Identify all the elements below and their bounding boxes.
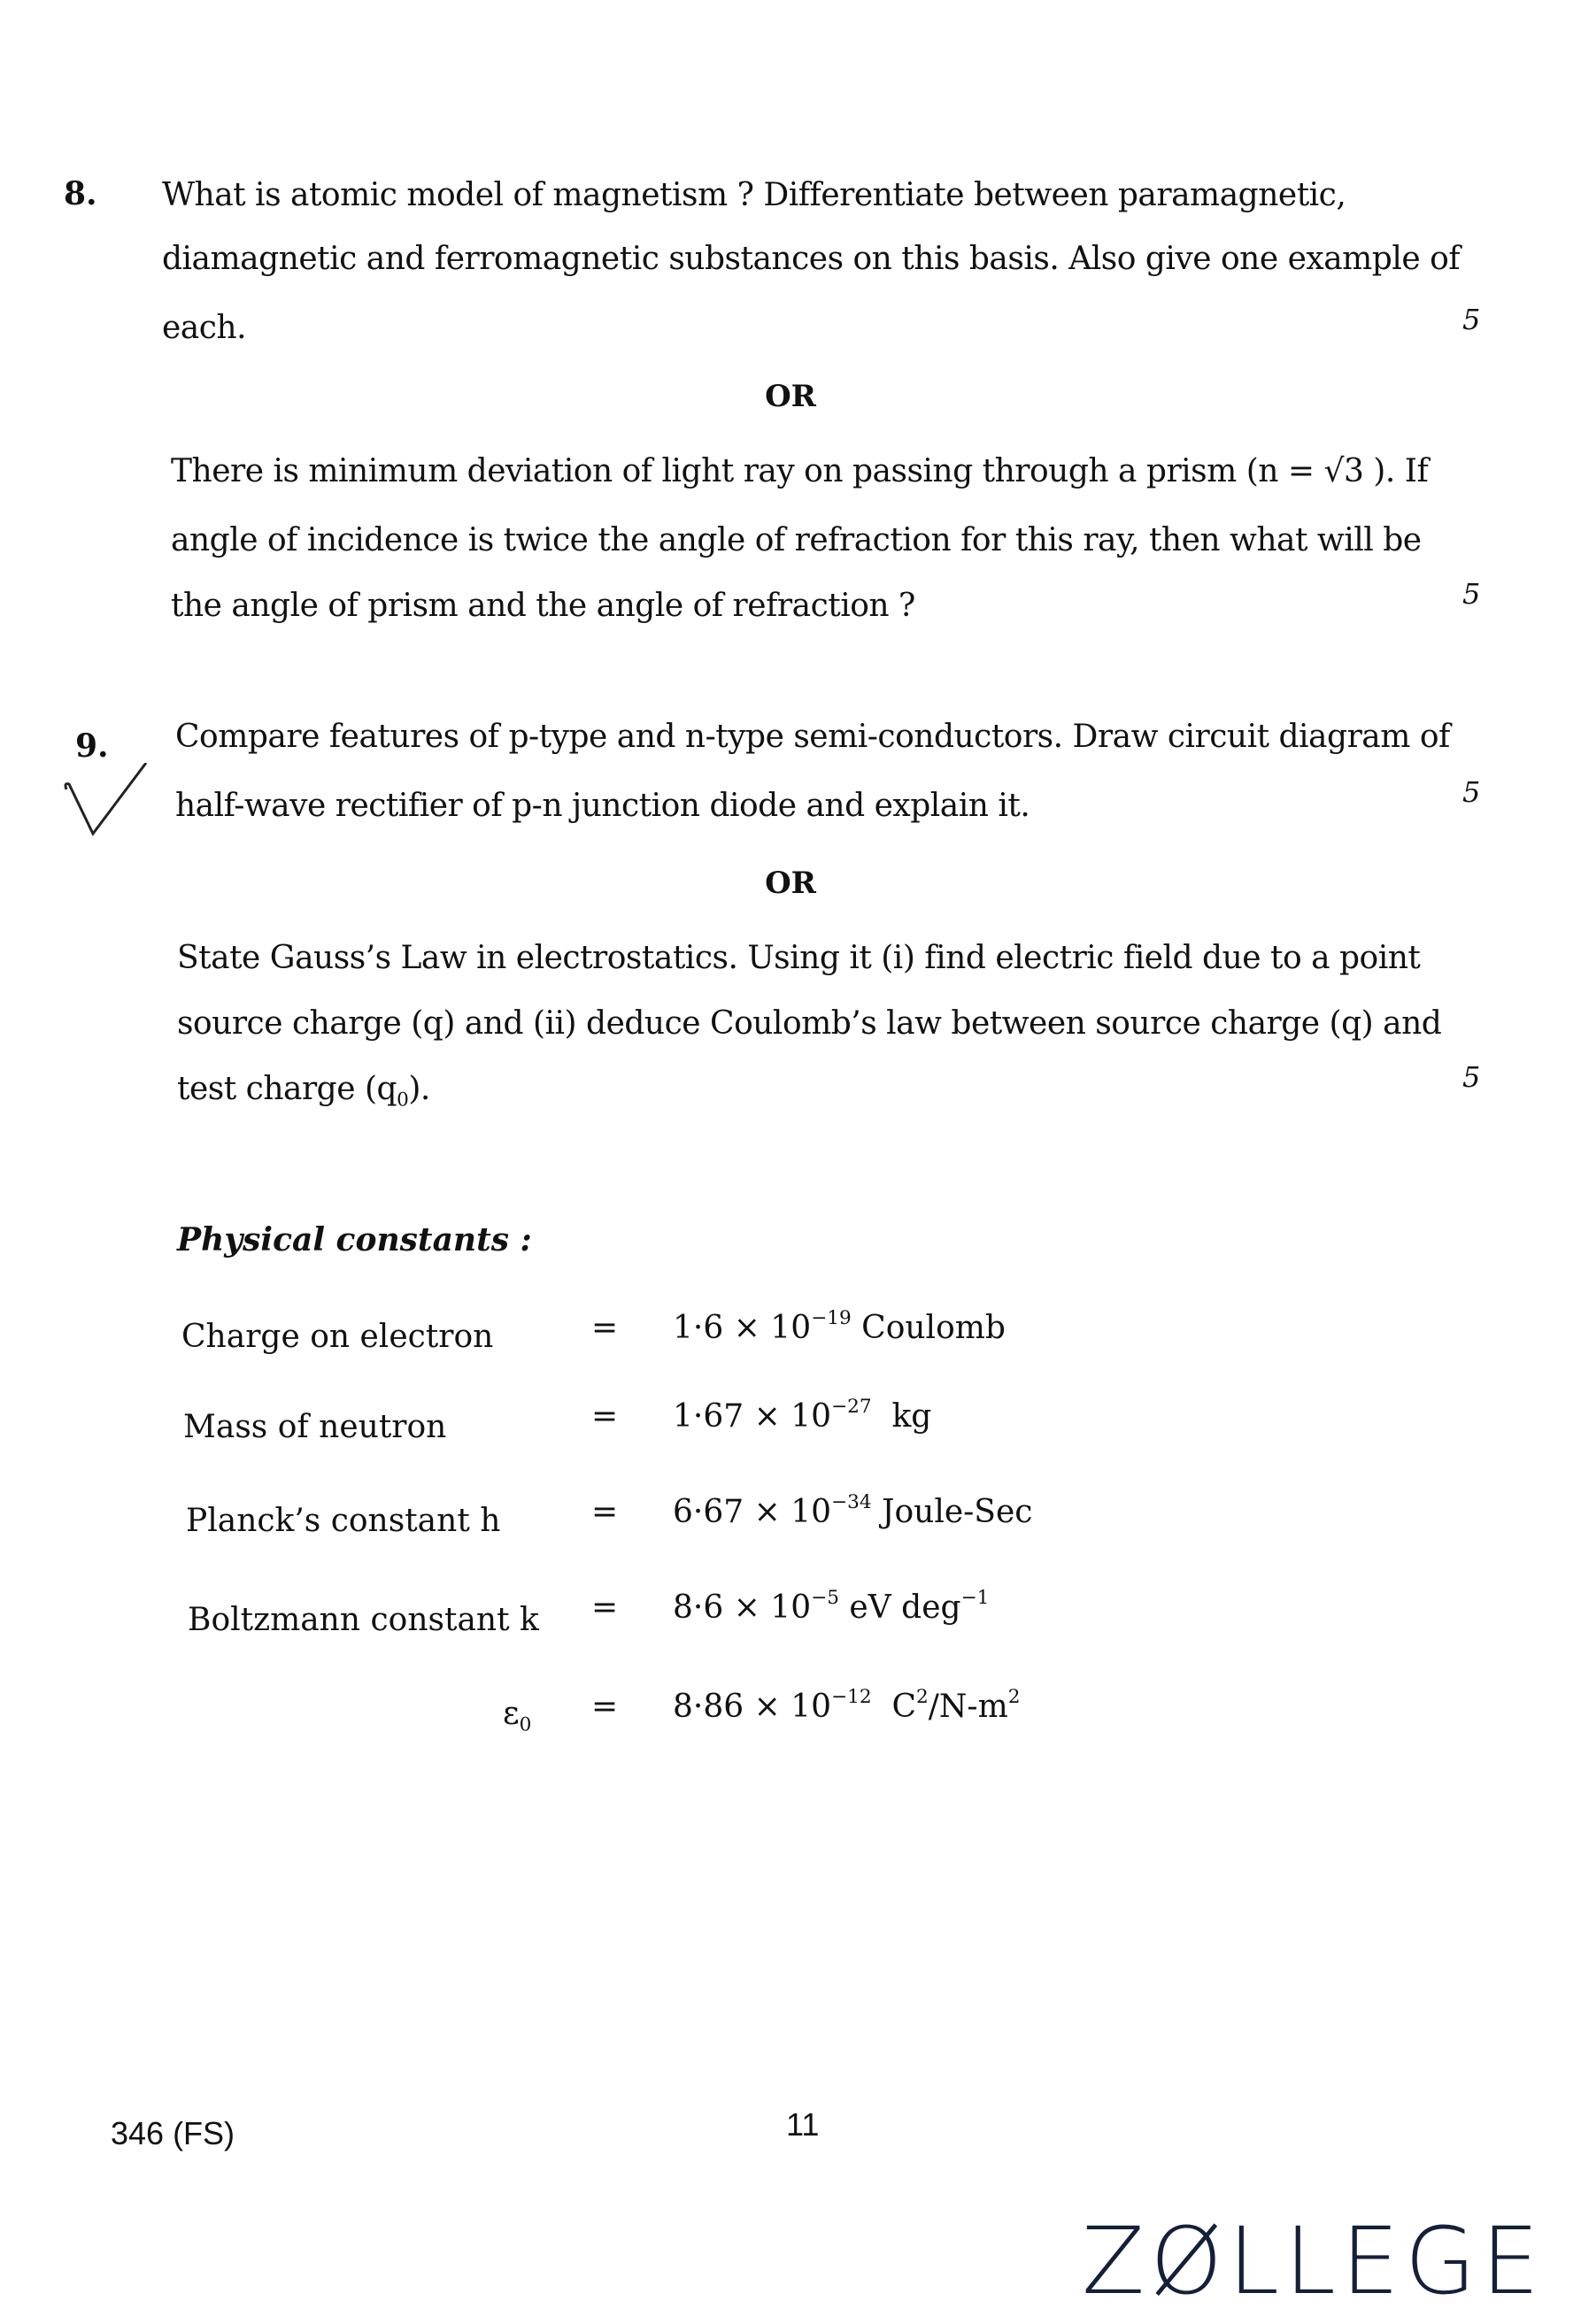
exponent: −34 (831, 1490, 872, 1513)
constant-value (673, 1490, 1033, 1530)
constants-heading: Physical constants : (177, 1221, 532, 1258)
exponent: −1 (960, 1586, 990, 1609)
exponent: −19 (811, 1306, 852, 1329)
exponent: −5 (811, 1586, 839, 1609)
or-separator: OR (765, 866, 816, 901)
question-9-alt-line-1: State Gauss’s Law in electrostatics. Using it (i) find electric field due to a point (177, 940, 1421, 976)
line-text: test charge (q (177, 1071, 397, 1107)
exponent: −27 (831, 1395, 872, 1418)
question-8-line-3: each. (162, 310, 247, 346)
mantissa: 1·6 × 10 (673, 1310, 812, 1346)
page-number: 11 (786, 2106, 820, 2143)
mantissa: 1·67 × 10 (673, 1398, 832, 1435)
unit: eV deg (838, 1589, 961, 1626)
line-suffix: ). (408, 1071, 430, 1107)
constant-label: Planck’s constant h (186, 1503, 501, 1539)
unit: Coulomb (851, 1310, 1006, 1346)
equals-sign: = (591, 1689, 619, 1725)
question-8-alt-line-3: the angle of prism and the angle of refraction ? (171, 588, 915, 624)
exponent: 2 (1007, 1685, 1021, 1708)
constant-value (673, 1685, 1021, 1725)
question-9-line-2: half-wave rectifier of p-n junction diode and explain it. (175, 788, 1030, 824)
unit: C (871, 1689, 917, 1725)
question-9-alt-line-2: source charge (q) and (ii) deduce Coulomb’s law between source charge (q) and (177, 1005, 1442, 1042)
marks-label: 5 (1462, 1060, 1481, 1094)
unit: Joule-Sec (871, 1494, 1033, 1530)
question-8-line-1: What is atomic model of magnetism ? Differentiate between paramagnetic, (162, 177, 1346, 213)
marks-label: 5 (1462, 577, 1481, 611)
marks-label: 5 (1462, 775, 1481, 809)
brand-logo: ZØLLEGE (1082, 2207, 1545, 2315)
epsilon-symbol: ε (503, 1696, 520, 1732)
constant-value (673, 1395, 932, 1435)
question-8-line-2: diamagnetic and ferromagnetic substances on this basis. Also give one example of (162, 241, 1461, 277)
unit: kg (871, 1398, 932, 1435)
subscript: 0 (519, 1713, 532, 1736)
subscript: 0 (397, 1089, 409, 1112)
unit: /N-m (928, 1689, 1008, 1725)
constant-value (673, 1306, 1006, 1346)
mantissa: 6·67 × 10 (673, 1494, 832, 1530)
constant-label: Mass of neutron (183, 1409, 447, 1445)
exponent: −12 (831, 1685, 872, 1708)
constant-label (503, 1696, 532, 1736)
equals-sign: = (591, 1494, 619, 1530)
question-number: 9. (75, 727, 109, 765)
constant-label: Boltzmann constant k (188, 1602, 539, 1638)
checkmark-icon (62, 763, 159, 851)
question-9-alt-line-3 (177, 1071, 430, 1112)
or-separator: OR (765, 379, 816, 414)
mantissa: 8·86 × 10 (673, 1689, 832, 1725)
question-9-line-1: Compare features of p-type and n-type semi-conductors. Draw circuit diagram of (175, 719, 1450, 755)
paper-code: 346 (FS) (111, 2115, 235, 2151)
equals-sign: = (591, 1589, 619, 1626)
equals-sign: = (591, 1398, 619, 1435)
constant-label: Charge on electron (181, 1319, 494, 1355)
question-8-alt-line-1: There is minimum deviation of light ray on passing through a prism (n = √3 ). If (171, 453, 1429, 489)
constant-value (673, 1586, 990, 1626)
question-number: 8. (64, 175, 97, 212)
question-8-alt-line-2: angle of incidence is twice the angle of refraction for this ray, then what will be (171, 522, 1422, 558)
marks-label: 5 (1462, 303, 1481, 336)
equals-sign: = (591, 1310, 619, 1346)
mantissa: 8·6 × 10 (673, 1589, 812, 1626)
exponent: 2 (916, 1685, 929, 1708)
